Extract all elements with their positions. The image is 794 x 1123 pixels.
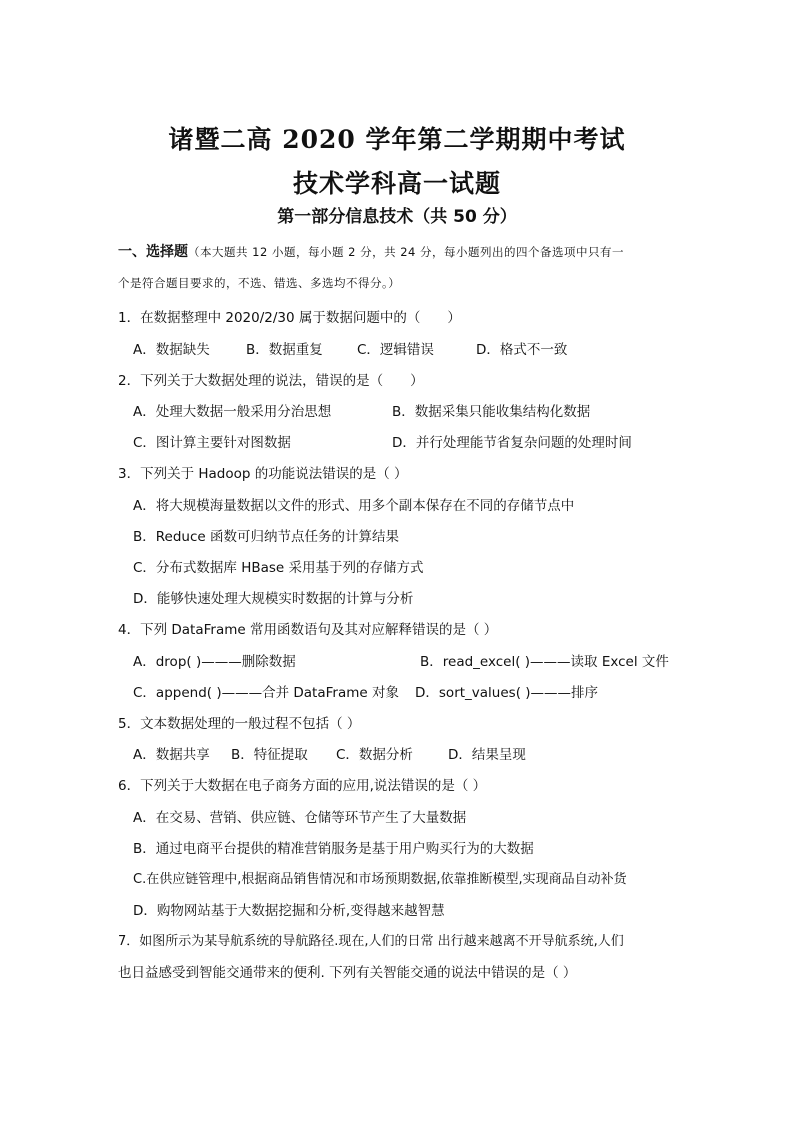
question-1-option-d: D．格式不一致 xyxy=(476,342,568,358)
question-1-option-a: A．数据缺失 xyxy=(133,342,210,358)
section-heading xyxy=(118,238,678,266)
question-1-option-b: B．数据重复 xyxy=(246,342,323,358)
question-5-option-a: A．数据共享 xyxy=(133,747,210,763)
question-5-stem: 5．文本数据处理的一般过程不包括（ ） xyxy=(118,716,361,732)
question-2-stem: 2．下列关于大数据处理的说法，错误的是（ ） xyxy=(118,373,424,389)
question-4-stem: 4．下列 DataFrame 常用函数语句及其对应解释错误的是（ ） xyxy=(118,622,498,638)
question-4-option-c: C．append( )———合并 DataFrame 对象 xyxy=(133,685,399,701)
question-4-option-a: A．drop( )———删除数据 xyxy=(133,654,296,670)
exam-subtitle: 技术学科高一试题 xyxy=(292,169,501,198)
question-1-option-c: C．逻辑错误 xyxy=(357,342,434,358)
question-7-stem-line1: 7．如图所示为某导航系统的导航路径.现在,人们的日常 出行越来越离不开导航系统,人们 xyxy=(118,934,624,949)
question-3-option-a: A．将大规模海量数据以文件的形式、用多个副本保存在不同的存储节点中 xyxy=(133,498,575,514)
question-2-option-c: C．图计算主要针对图数据 xyxy=(133,435,291,451)
question-2-option-a: A．处理大数据一般采用分治思想 xyxy=(133,404,332,420)
question-2-option-b: B．数据采集只能收集结构化数据 xyxy=(392,404,591,420)
section-note-continued xyxy=(118,269,678,297)
question-1-stem: 1．在数据整理中 2020/2/30 属于数据问题中的（ ） xyxy=(118,310,461,326)
question-6-stem: 6．下列关于大数据在电子商务方面的应用,说法错误的是（ ） xyxy=(118,778,487,794)
exam-title: 诸暨二高 2020 学年第二学期期中考试 xyxy=(168,125,626,154)
question-5-option-d: D．结果呈现 xyxy=(448,747,526,763)
question-6-option-d: D．购物网站基于大数据挖掘和分析,变得越来越智慧 xyxy=(133,903,445,919)
question-6-option-a: A．在交易、营销、供应链、仓储等环节产生了大量数据 xyxy=(133,810,467,826)
question-5-option-c: C．数据分析 xyxy=(336,747,413,763)
question-3-option-b: B．Reduce 函数可归纳节点任务的计算结果 xyxy=(133,529,399,545)
question-3-stem: 3．下列关于 Hadoop 的功能说法错误的是（ ） xyxy=(118,466,408,482)
question-7-stem-line2: 也日益感受到智能交通带来的便利. 下列有关智能交通的说法中错误的是（ ） xyxy=(118,965,577,981)
section-note-line2: 个是符合题目要求的，不选、错选、多选均不得分。） xyxy=(118,276,401,290)
part-title: 第一部分信息技术（共 50 分） xyxy=(277,207,517,227)
question-6-option-c: C.在供应链管理中,根据商品销售情况和市场预期数据,依靠推断模型,实现商品自动补货 xyxy=(133,872,627,887)
question-3-option-c: C．分布式数据库 HBase 采用基于列的存储方式 xyxy=(133,560,424,576)
question-3-option-d: D．能够快速处理大规模实时数据的计算与分析 xyxy=(133,591,414,607)
section-note-line1: （本大题共 12 小题，每小题 2 分，共 24 分，每小题列出的四个备选项中只有一 xyxy=(188,245,625,259)
question-5-option-b: B．特征提取 xyxy=(231,747,308,763)
question-2-option-d: D．并行处理能节省复杂问题的处理时间 xyxy=(392,435,632,451)
section-heading-label: 一、选择题 xyxy=(118,244,188,260)
question-4-option-b: B．read_excel( )———读取 Excel 文件 xyxy=(420,654,669,670)
question-6-option-b: B．通过电商平台提供的精准营销服务是基于用户购买行为的大数据 xyxy=(133,841,534,857)
question-4-option-d: D．sort_values( )———排序 xyxy=(415,685,599,701)
